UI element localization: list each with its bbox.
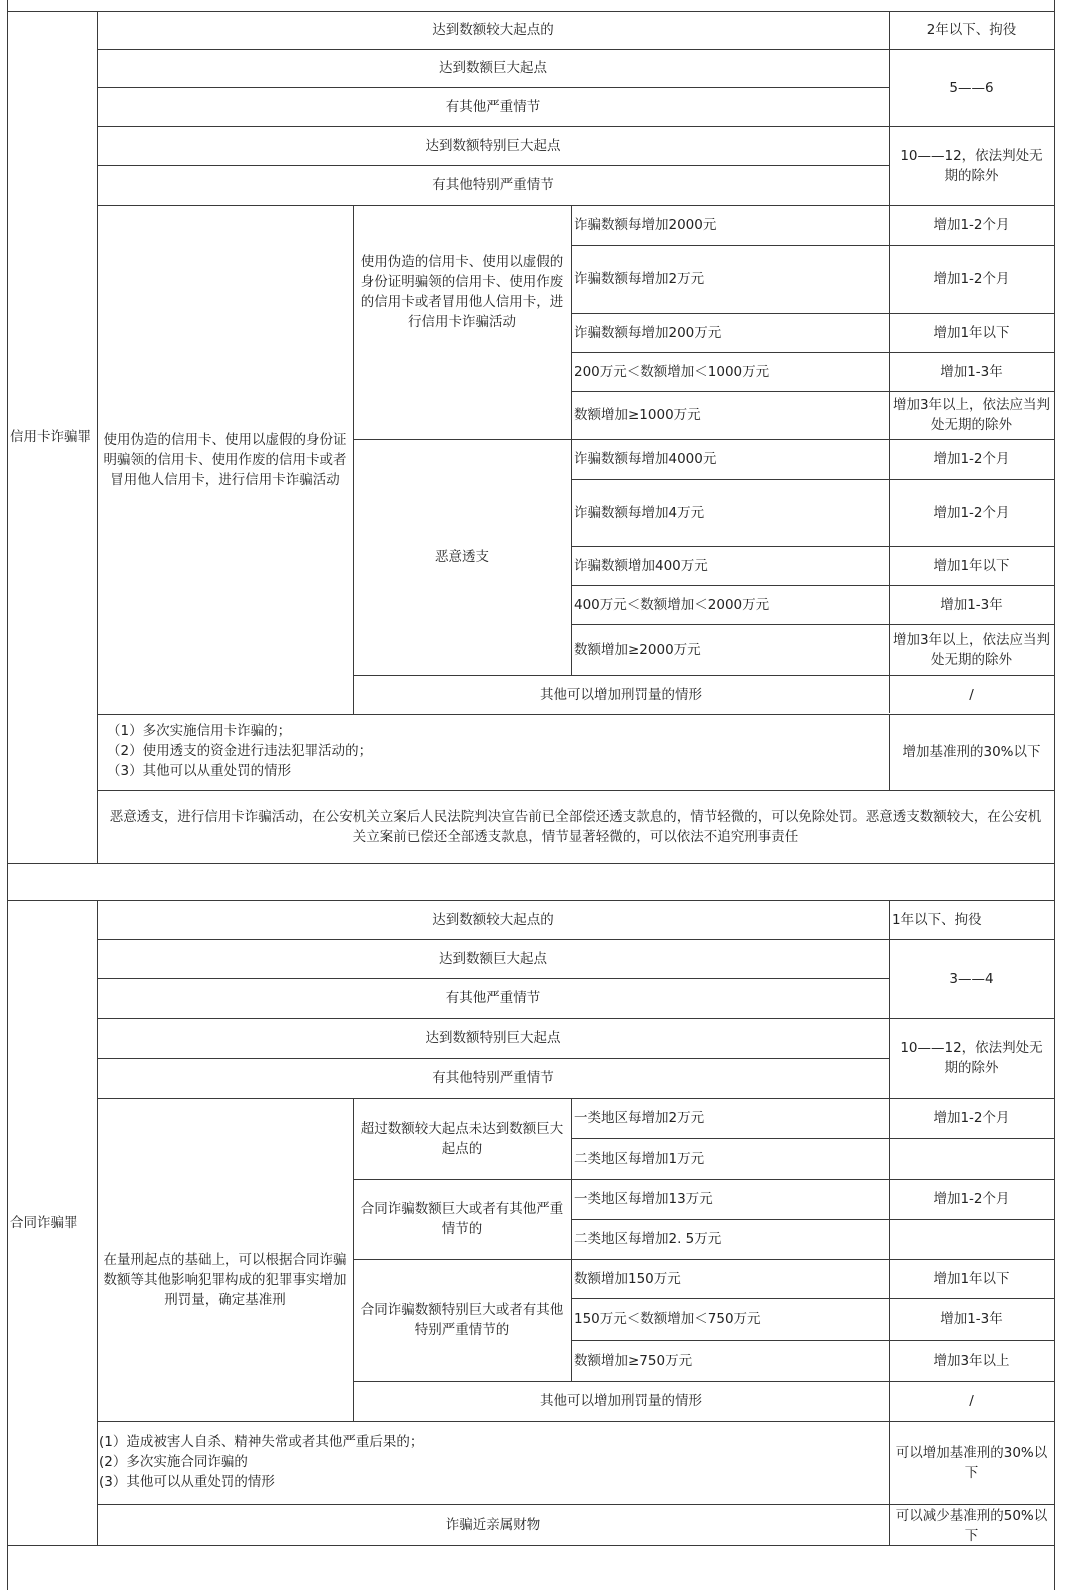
amount-cell: 诈骗数额每增加4万元: [574, 504, 705, 521]
increase-cell: [889, 1219, 1054, 1259]
amount-cell: 诈骗数额每增加2万元: [574, 271, 705, 287]
amount-cell: 数额增加150万元: [574, 1270, 681, 1287]
increase-cell: 增加1年以下: [933, 557, 1010, 574]
base-condition-cell: 有其他严重情节: [445, 98, 541, 115]
note-cell: 恶意透支，进行信用卡诈骗活动，在公安机关立案后人民法院判决宣告前已全部偿还透支款息的，情节轻微的，可以免除处罚。恶意透支数额较大，在公安机关立案前已偿还全部透支款息，情节显著轻微的，可以依法不追究刑事责任: [109, 808, 1042, 845]
group-label-cell: 恶意透支: [435, 549, 489, 565]
amount-cell: 150万元＜数额增加＜750万元: [574, 1311, 761, 1327]
amount-cell: 诈骗数额每增加200万元: [574, 324, 722, 341]
increase-cell: 增加1-3年: [940, 1311, 1003, 1327]
increase-cell: 增加1年以下: [933, 324, 1010, 341]
aggravating-circumstances-cell: （1）多次实施信用卡诈骗的； （2）使用透支的资金进行违法犯罪活动的； （3）其他可以从重处罚的情形: [107, 723, 373, 779]
increase-cell: 增加1年以下: [933, 1270, 1010, 1287]
mitigating-value-cell: 可以减少基准刑的50%以下: [895, 1508, 1048, 1544]
amount-cell: 400万元＜数额增加＜2000万元: [574, 596, 770, 613]
increase-cell: 增加1-2个月: [933, 1191, 1010, 1207]
other-increase-value: /: [969, 686, 974, 703]
base-penalty-cell: 1年以下、拘役: [892, 911, 982, 928]
crime-name-cell: 合同诈骗罪: [10, 1214, 78, 1231]
aggravating-value-cell: 增加基准刑的30%以下: [902, 744, 1041, 760]
amount-cell: 二类地区每增加2. 5万元: [574, 1231, 722, 1247]
amount-cell: 诈骗数额每增加2000元: [574, 217, 717, 233]
increase-cell: 增加1-3年: [940, 363, 1003, 380]
base-condition-cell: 有其他严重情节: [445, 990, 541, 1006]
group-label-cell: 超过数额较大起点未达到数额巨大起点的: [360, 1120, 564, 1157]
other-increase-label: 其他可以增加刑罚量的情形: [540, 1393, 702, 1409]
amount-cell: 数额增加≥750万元: [574, 1352, 693, 1369]
amount-cell: 200万元＜数额增加＜1000万元: [574, 363, 770, 380]
increase-cell: 增加1-2个月: [933, 504, 1010, 521]
base-condition-cell: 达到数额巨大起点: [439, 60, 547, 76]
increase-cell: [889, 1138, 1054, 1179]
base-penalty-cell: 5——6: [949, 79, 994, 96]
base-condition-cell: 达到数额较大起点的: [432, 22, 554, 38]
mitigating-label-cell: 诈骗近亲属财物: [445, 1516, 541, 1533]
increase-cell: 增加3年以上，依法应当判处无期的除外: [892, 631, 1051, 668]
group-label-cell: 合同诈骗数额巨大或者有其他严重情节的: [360, 1201, 564, 1237]
base-condition-cell: 有其他特别严重情节: [432, 1070, 554, 1086]
increase-cell: 增加1-2个月: [933, 1110, 1010, 1126]
crime-name-cell: 信用卡诈骗罪: [10, 429, 91, 445]
aggravating-value-cell: 可以增加基准刑的30%以下: [895, 1444, 1048, 1481]
base-penalty-cell: 3——4: [949, 970, 994, 987]
base-condition-cell: 达到数额特别巨大起点: [425, 137, 561, 154]
base-penalty-cell: 10——12，依法判处无期的除外: [900, 147, 1043, 184]
increase-cell: 增加1-2个月: [933, 271, 1010, 287]
base-condition-cell: 达到数额巨大起点: [439, 950, 547, 967]
group-label-cell: 使用伪造的信用卡、使用以虚假的身份证明骗领的信用卡、使用作废的信用卡或者冒用他人信用卡，进行信用卡诈骗活动: [360, 254, 564, 330]
base-condition-cell: 达到数额较大起点的: [432, 911, 554, 928]
base-condition-cell: 达到数额特别巨大起点: [425, 1030, 561, 1046]
base-penalty-cell: 10——12，依法判处无期的除外: [900, 1040, 1043, 1076]
increase-description-cell: 使用伪造的信用卡、使用以虚假的身份证明骗领的信用卡、使用作废的信用卡或者冒用他人信用卡，进行信用卡诈骗活动: [103, 431, 347, 488]
other-increase-value: /: [969, 1393, 974, 1409]
increase-cell: 增加1-3年: [940, 596, 1003, 613]
other-increase-label: 其他可以增加刑罚量的情形: [540, 686, 702, 703]
amount-cell: 数额增加≥2000万元: [574, 641, 701, 658]
amount-cell: 数额增加≥1000万元: [574, 407, 701, 423]
increase-cell: 增加1-2个月: [933, 217, 1010, 233]
increase-description-cell: 在量刑起点的基础上，可以根据合同诈骗数额等其他影响犯罪构成的犯罪事实增加刑罚量，确定基准刑: [103, 1251, 347, 1308]
increase-cell: 增加3年以上，依法应当判处无期的除外: [892, 397, 1051, 433]
base-penalty-cell: 2年以下、拘役: [926, 22, 1017, 38]
aggravating-circumstances-cell: (1）造成被害人自杀、精神失常或者其他严重后果的； (2）多次实施合同诈骗的 (3）其他可以从重处罚的情形: [99, 1434, 424, 1490]
amount-cell: 一类地区每增加2万元: [574, 1110, 705, 1126]
increase-cell: 增加1-2个月: [933, 451, 1010, 467]
base-condition-cell: 有其他特别严重情节: [432, 177, 554, 193]
increase-cell: 增加3年以上: [933, 1352, 1010, 1369]
group-label-cell: 合同诈骗数额特别巨大或者有其他特别严重情节的: [360, 1302, 564, 1338]
amount-cell: 二类地区每增加1万元: [574, 1150, 705, 1167]
amount-cell: 诈骗数额增加400万元: [574, 557, 708, 574]
amount-cell: 一类地区每增加13万元: [574, 1191, 713, 1207]
amount-cell: 诈骗数额每增加4000元: [574, 451, 717, 467]
